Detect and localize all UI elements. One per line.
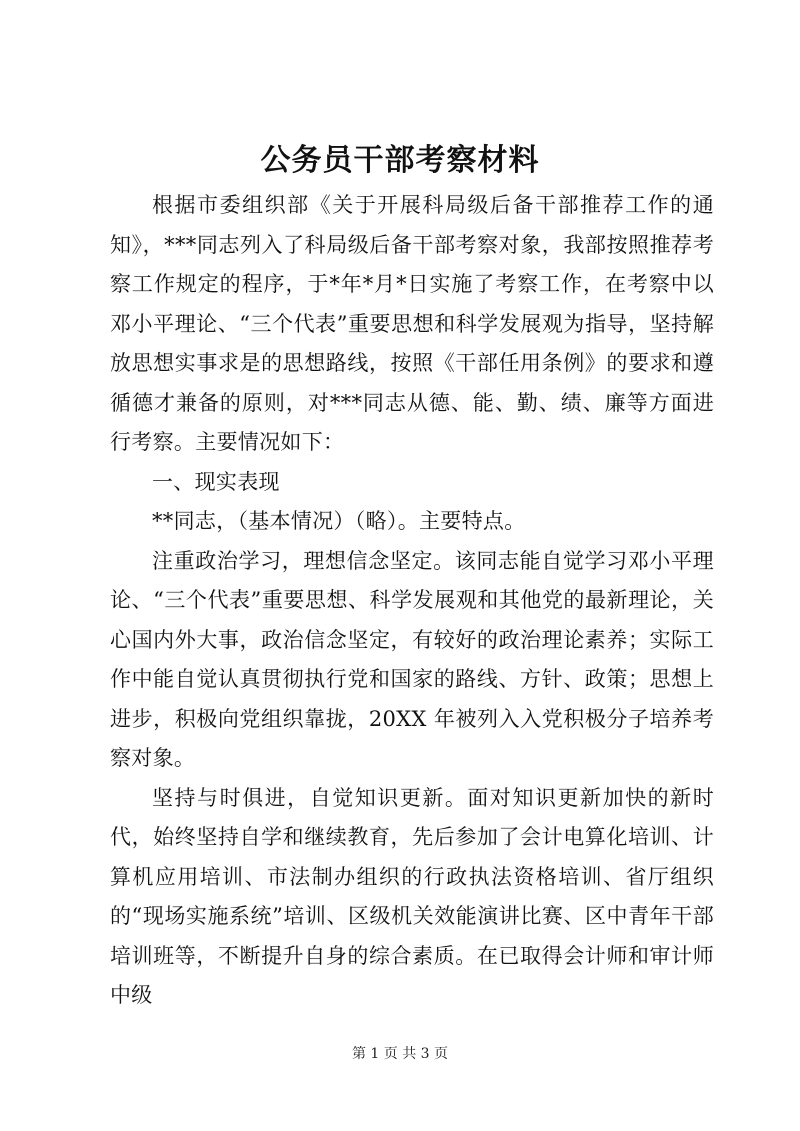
paragraph-intro: 根据市委组织部《关于开展科局级后备干部推荐工作的通知》，***同志列入了科局级后备干部考察对象，我部按照推荐考察工作规定的程序，于*年*月*日实施了考察工作，在考察中以邓小平理论、“三个代表”重要思想和科学发展观为指导，坚持解放思想实事求是的思想路线，按照《干部任用条例》的要求和遵循德才兼备的原则，对***同志从德、能、勤、绩、廉等方面进行考察。主要情况如下： <box>110 193 714 454</box>
paragraph-knowledge-update: 坚持与时俱进，自觉知识更新。面对知识更新加快的新时代，始终坚持自学和继续教育，先后参加了会计电算化培训、计算机应用培训、市法制办组织的行政执法资格培训、省厅组织的“现场实施系统”培训、区级机关效能演讲比赛、区中青年干部培训班等，不断提升自身的综合素质。在已取得会计师和审计师中级 <box>110 785 714 1007</box>
document-body <box>110 186 714 1016</box>
paragraph-political-study: 注重政治学习，理想信念坚定。该同志能自觉学习邓小平理论、“三个代表”重要思想、科学发展观和其他党的最新理论，关心国内外大事，政治信念坚定，有较好的政治理论素养；实际工作中能自觉认真贯彻执行党和国家的路线、方针、政策；思想上进步，积极向党组织靠拢，20XX 年被列入入党积极分子培养考察对象。 <box>110 548 714 770</box>
section-heading-performance: 一、现实表现 <box>152 469 280 494</box>
paragraph-basic-info: **同志，（基本情况）（略）。主要特点。 <box>152 509 526 533</box>
document-title: 公务员干部考察材料 <box>260 143 540 178</box>
page-number-footer: 第 1 页 共 3 页 <box>351 1046 449 1062</box>
